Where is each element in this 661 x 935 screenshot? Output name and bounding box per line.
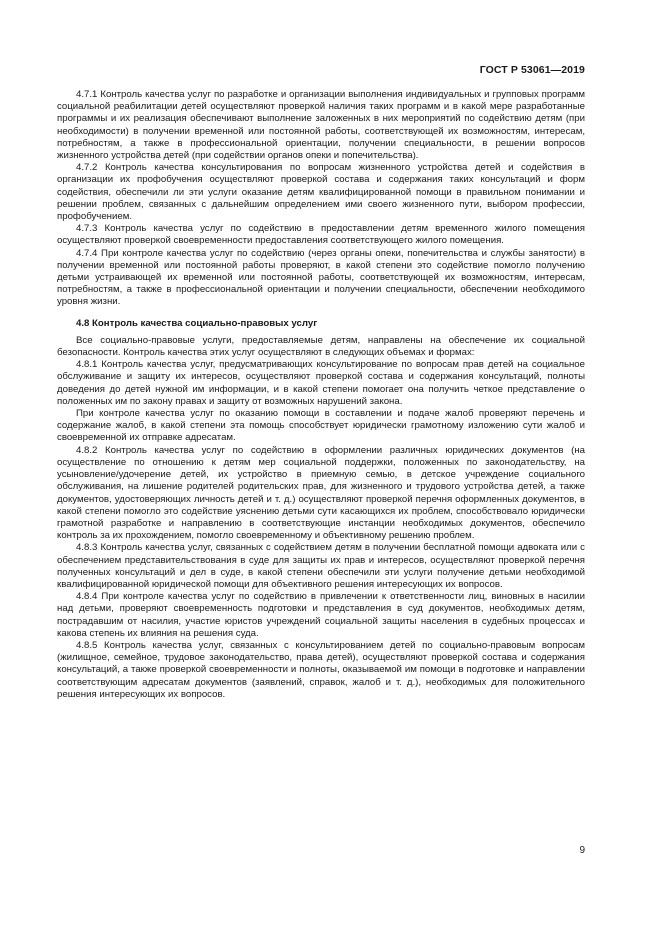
page-number: 9	[579, 845, 585, 856]
section-heading-4-8: 4.8 Контроль качества социально-правовых услуг	[76, 317, 318, 329]
paragraph-4-7-3: 4.7.3 Контроль качества услуг по содействию в предоставлении детям временного жилого помещения осуществляют проверкой своевременности предоставления соответствующего жилого помещения.	[57, 223, 585, 247]
paragraph-4-8-2: 4.8.2 Контроль качества услуг по содействию в оформлении различных юридических документов (на осуществление по отношению к детям мер социальной поддержки, положенных по законодательству, на усыновление/удочерение детей, их устройство в приемную семью, в детское учреждение социального обслуживания, на лишение родителей родительских прав, для жизненного и трудового устройства детей, а также документов, удостоверяющих личность детей и т. д.) осуществляют проверкой перечня оформленных документов, в какой степени помогло это содействие уяснению детьми сути касающихся их проблем, способствовало юридически грамотной разработке и направлению в соответствующие инстанции необходимых документов, обеспечило контроль за их прохождением, помогло своевременному и объективному решению проблем.	[57, 444, 585, 542]
paragraph-4-7-1: 4.7.1 Контроль качества услуг по разработке и организации выполнения индивидуальных и групповых программ социальной реабилитации детей осуществляют проверкой наличия таких программ и в какой мере разработанные программы и их реализация обеспечивают выполнение заложенных в них мероприятий по содействию детям (при необходимости) в получении временной или постоянной работы, соответствующей их возможностям, интересам, потребностям, а также в профессиональной ориентации, получении специальности, в решении вопросов жизненного устройства детей (при содействии органов опеки и попечительства).	[57, 89, 585, 162]
document-body	[57, 89, 585, 701]
paragraph-4-8-1-complaints: При контроле качества услуг по оказанию помощи в составлении и подаче жалоб проверяют перечень и содержание жалоб, в какой степени эта помощь способствует юридически грамотному изложению сути жалоб и своевременной их отправке адресатам.	[57, 408, 585, 444]
paragraph-4-8-intro: Все социально-правовые услуги, предоставляемые детям, направлены на обеспечение их социальной безопасности. Контроль качества этих услуг осуществляют в следующих объемах и формах:	[57, 334, 585, 359]
paragraph-4-8-3: 4.8.3 Контроль качества услуг, связанных с содействием детям в получении бесплатной помощи адвоката или с обеспечением представительствования в суде для защиты их прав и интересов, осуществляют проверкой перечня полученных консультаций и дел в суде, в какой степени обеспечили эти услуги получение детьми необходимой квалифицированной юридической помощи для объективного решения интересующих их вопросов.	[57, 542, 585, 590]
paragraph-4-8-4: 4.8.4 При контроле качества услуг по содействию в привлечении к ответственности лиц, виновных в насилии над детьми, проверяют своевременность подготовки и представления в суд документов, необходимых детям, пострадавшим от насилия, участие юристов учреждений социальной защиты населения в судебных процессах и какова степень их влияния на решения суда.	[57, 591, 585, 639]
paragraph-4-8-5: 4.8.5 Контроль качества услуг, связанных с консультированием детей по социально-правовым вопросам (жилищное, семейное, трудовое законодательство, права детей), осуществляют проверкой состава и содержания консультаций, а также проверкой своевременности и полноты, оказываемой им помощи в подготовке и направлении соответствующим адресатам документов (заявлений, справок, жалоб и т. д.), необходимых для положительного решения интересующих их вопросов.	[57, 639, 585, 700]
paragraph-4-8-1: 4.8.1 Контроль качества услуг, предусматривающих консультирование по вопросам прав детей на социальное обслуживание и защиту их интересов, осуществляют проверкой состава и содержания консультаций, полноты доведения до детей нужной им информации, и в какой степени помогает она получить четкое представление о положенных им по закону правах и защиту от возможных нарушений закона.	[57, 359, 585, 407]
paragraph-4-7-2: 4.7.2 Контроль качества консультирования по вопросам жизненного устройства детей и содействия в организации их профобучения осуществляют проверкой состава и содержания таких консультаций и форм содействия, обеспечили ли эти услуги оказание детям квалифицированной помощи в правильном понимании и решении проблем, связанных с дальнейшим определением ими своего жизненного пути, выбором профессии, профобучением.	[57, 162, 585, 223]
paragraph-4-7-4: 4.7.4 При контроле качества услуг по содействию (через органы опеки, попечительства и службы занятости) в получении временной или постоянной работы проверяют, в какой степени это содействие помогло получению детьми устраивающей их временной или постоянной работы, соответствующей их возможностям, интересам, потребностям, а также в профессиональной ориентации и получении специальности, обеспечении необходимого уровня жизни.	[57, 247, 585, 308]
document-header-code: ГОСТ Р 53061—2019	[479, 64, 585, 76]
